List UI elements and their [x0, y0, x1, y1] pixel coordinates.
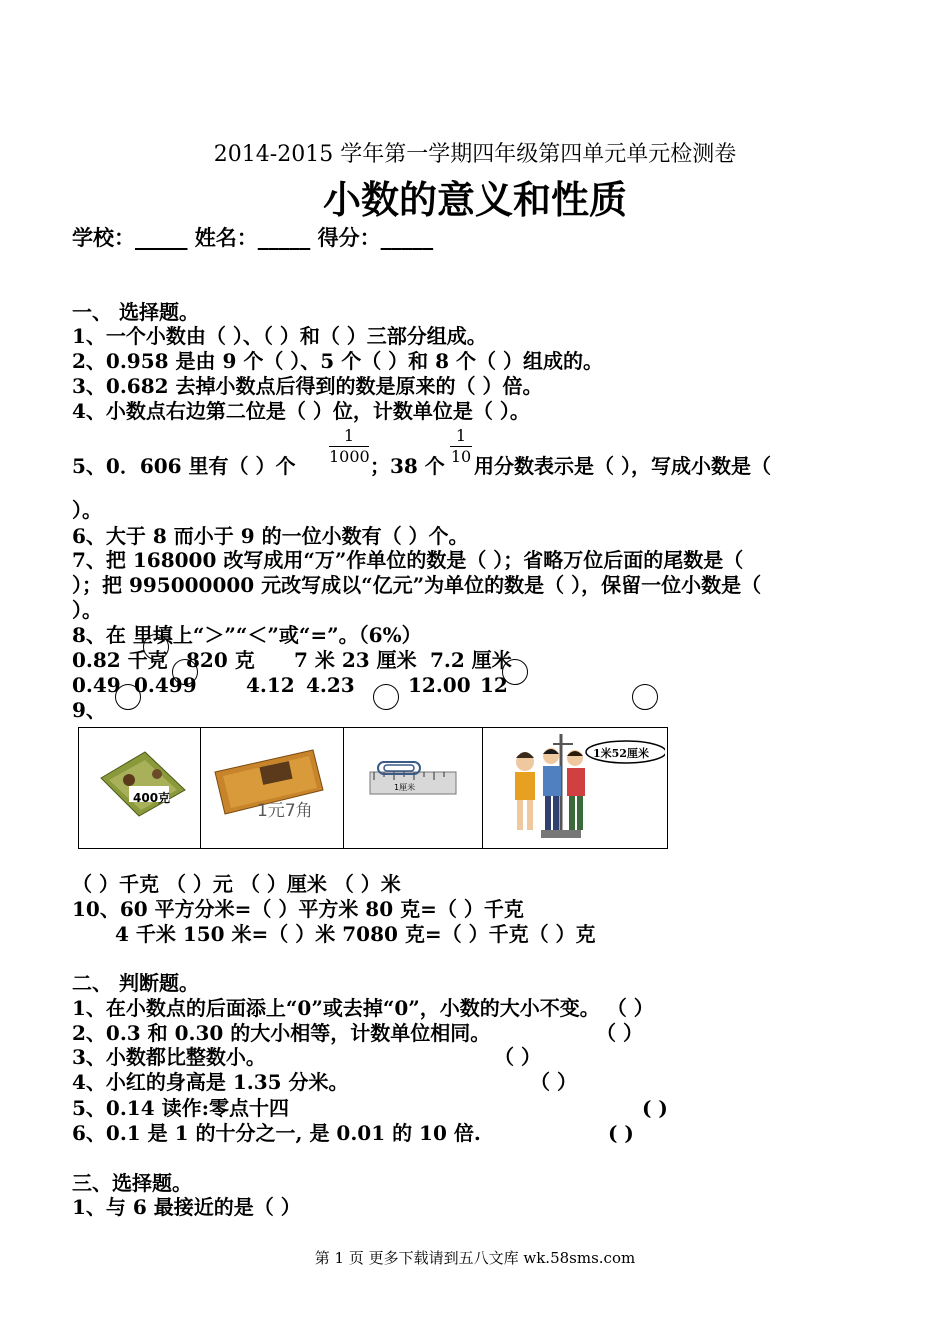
section3-heading: 三、选择题。	[72, 1171, 192, 1195]
q1-10-line2: 4 千米 150 米=（ ）米 7080 克=（ ）千克（ ）克	[115, 922, 596, 946]
bag-weight-label: 400克	[133, 791, 171, 805]
q9-cell-chocolate	[201, 728, 344, 848]
q2-2: 2、0.3 和 0.30 的大小相等，计数单位相同。	[72, 1021, 491, 1045]
section1-heading: 一、 选择题。	[72, 300, 199, 324]
q2-4: 4、小红的身高是 1.35 分米。	[72, 1070, 349, 1094]
q1-4: 4、小数点右边第二位是（ ）位，计数单位是（ ）。	[72, 399, 530, 423]
q2-3: 3、小数都比整数小。	[72, 1045, 266, 1069]
q2-6: 6、0.1 是 1 的十分之一, 是 0.01 的 10 倍.	[72, 1121, 481, 1145]
fraction-1-1000	[329, 427, 369, 466]
fraction-numerator: 1	[343, 426, 355, 445]
q8-row2-b: 0.499	[134, 673, 197, 697]
snack-bag-icon	[79, 728, 199, 846]
compare-circle-5[interactable]	[373, 684, 399, 710]
q3-1: 1、与 6 最接近的是（ ）	[72, 1195, 301, 1219]
q9-cell-ruler	[344, 728, 483, 848]
q1-7-line2: ）；把 995000000 元改写成以“亿元”为单位的数是（ ），保留一位小数是（	[72, 573, 762, 597]
q1-2: 2、0.958 是由 9 个（ ）、5 个（ ）和 8 个（ ）组成的。	[72, 349, 603, 373]
q8-row2-c: 4.12	[246, 673, 295, 697]
q8-row1-b: 820 克	[186, 648, 255, 672]
q8-row2-a: 0.49	[72, 673, 121, 697]
fraction-1-10	[450, 427, 472, 466]
q2-4-answer: （ ）	[530, 1070, 577, 1094]
q1-9: 9、	[72, 698, 106, 722]
q9-answers: （ ）千克 （ ）元 （ ）厘米 （ ）米	[72, 872, 401, 896]
q2-1: 1、在小数点的后面添上“0”或去掉“0”，小数的大小不变。 （ ）	[72, 996, 654, 1020]
q1-7-line3: ）。	[72, 598, 102, 622]
q1-6: 6、大于 8 而小于 9 的一位小数有（ ）个。	[72, 524, 469, 548]
q1-10-line1: 10、60 平方分米=（ ）平方米 80 克=（ ）千克	[72, 897, 524, 921]
q8-row1-a: 0.82 千克	[72, 648, 168, 672]
q9-picture-table	[78, 727, 668, 849]
section2-heading: 二、 判断题。	[72, 971, 199, 995]
q8-row1-d: 7.2 厘米	[430, 648, 512, 672]
q8-row2-e: 12.00	[408, 673, 471, 697]
student-info-line: 学校：_____ 姓名：_____ 得分：_____	[72, 225, 434, 250]
exam-title: 小数的意义和性质	[322, 177, 627, 222]
q8-row1-c: 7 米 23 厘米	[294, 648, 417, 672]
ruler-label: 1厘米	[394, 783, 416, 792]
height-speech-label: 1米52厘米	[593, 747, 649, 760]
q1-5-end: ）。	[72, 498, 102, 522]
compare-circle-3[interactable]	[502, 659, 528, 685]
q1-5-part-c: 用分数表示是（ ），写成小数是（	[474, 454, 771, 478]
chocolate-price-label: 1元7角	[257, 801, 313, 821]
chocolate-bar-icon	[201, 728, 341, 846]
compare-circle-1[interactable]	[143, 634, 169, 660]
fraction-denominator: 1000	[329, 447, 370, 466]
q1-7-line1: 7、把 168000 改写成用“万”作单位的数是（ ）；省略万位后面的尾数是（	[72, 548, 744, 572]
compare-circle-4[interactable]	[115, 684, 141, 710]
compare-circle-6[interactable]	[632, 684, 658, 710]
q2-5: 5、0.14 读作:零点十四	[72, 1096, 289, 1120]
q9-cell-children	[483, 728, 667, 848]
q1-8: 8、在 里填上“＞”“＜”或“=”。（6%）	[72, 623, 422, 647]
q1-1: 1、一个小数由（ ）、（ ）和（ ）三部分组成。	[72, 324, 487, 348]
q8-row2-d: 4.23	[306, 673, 355, 697]
fraction-denominator: 10	[450, 447, 472, 466]
q2-3-answer: （ ）	[494, 1045, 541, 1069]
q2-5-answer: ( )	[642, 1096, 668, 1120]
exam-subtitle: 2014-2015 学年第一学期四年级第四单元单元检测卷	[213, 142, 737, 167]
q8-row2-f: 12	[480, 673, 508, 697]
q1-5-part-b: ；38 个	[370, 454, 445, 478]
q2-6-answer: ( )	[608, 1121, 634, 1145]
q1-3: 3、0.682 去掉小数点后得到的数是原来的（ ）倍。	[72, 374, 543, 398]
q2-2-answer: （ ）	[596, 1021, 643, 1045]
fraction-numerator: 1	[455, 426, 467, 445]
q1-5-part-a: 5、0．606 里有（ ）个	[72, 454, 296, 478]
compare-circle-2[interactable]	[172, 659, 198, 685]
q9-cell-bag	[79, 728, 201, 848]
page-footer: 第 1 页 更多下载请到五八文库 wk.58sms.com	[314, 1249, 636, 1267]
